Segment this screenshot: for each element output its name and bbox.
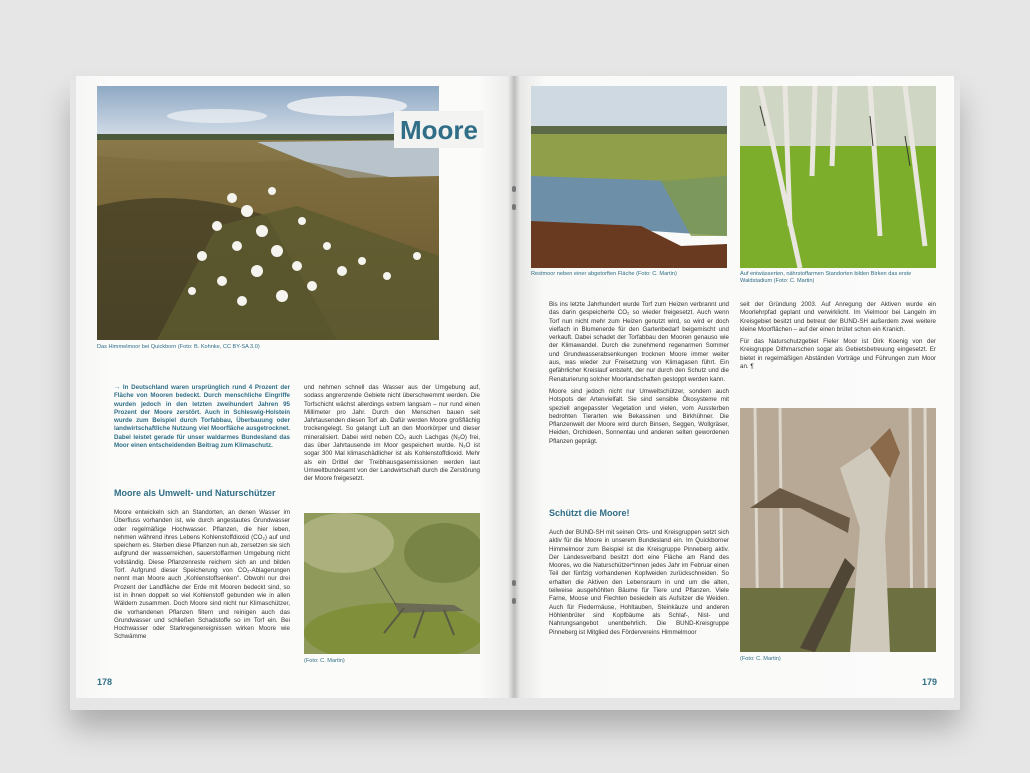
page-number-right: 179 <box>922 677 938 687</box>
lead-paragraph: → In Deutschland waren ursprünglich rund 4 Prozent der Fläche von Mooren bedeckt. Durch menschliche Eingriffe wurden jedoch in den letzten zweihundert Jahren 95 Prozent der Moore zerstört. Auch in Schleswig-Holstein wurde zum Beispiel durch Torfabbau, Überbauung oder landwirtschaftliche Nutzung viel Moorfläche ausgetrocknet. Dabei leistet gerade für unser waldarmes Bundesland das Moor einen entscheidenden Beitrag zum Klimaschutz. <box>114 384 290 450</box>
body-paragraph: Bis ins letzte Jahrhundert wurde Torf zum Heizen verbrannt und das darin gespeicherte CO₂ so wieder freigesetzt. Auch wenn Torf nun nicht mehr zum Heizen genutzt wird, so wird er doch vielfach in Blumenerde für den Gartenbedarf beigemischt und verkauft. Dabei schadet der Torfabbau den Mooren genauso wie der Klimawandel. Durch die zunehmend regenarmen Sommer und Grundwasserabsenkungen trocknen Moore immer weiter aus, was wieder zur Freisetzung von Klimagasen führt. Ein gefährlicher Kreislauf entsteht, der nur durch den Schutz und die Renaturierung solcher Moorlandschaften gestoppt werden kann. <box>549 301 729 383</box>
page-title-box <box>394 111 484 148</box>
binding-staple <box>512 186 516 192</box>
body-paragraph: Moore entwickeln sich an Standorten, an denen Wasser im Überfluss vorhanden ist, wie durch angestautes Grundwasser oder regelmäßige Hochwasser. Pflanzen, die hier leben, nehmen während ihres Lebens Kohlenstoffdioxid (CO₂) auf und speichern es. Sterben diese Pflanzen nun ab, zersetzen sie sich aufgrund der wasserreichen, sauerstoffarmen Umgebung nicht vollständig. Diese Pflanzenreste reichern sich an und bilden Torf. Aufgrund dieser Speicherung von CO₂-Ablagerungen nennt man Moore auch „Kohlenstoffsenken". Obwohl nur drei Prozent der Landfläche der Erde mit Mooren bedeckt sind, so ist in ihnen doppelt so viel Kohlenstoff gebunden wie in allen Wäldern zusammen. Doch Moore sind nicht nur Klimaschützer, die vorhandenen Pflanzen filtern und reinigen auch das Grundwasser und schließen Schadstoffe so im Torf ein. Bei Hochwasser oder Starkregenereignissen wirken Moore wie Schwämme <box>114 509 290 641</box>
caption-main-photo: Das Himmelmoor bei Quickborn (Foto: B. Kohnke, CC BY-SA 3.0) <box>97 344 260 350</box>
body-paragraph: Auch der BUND-SH mit seinen Orts- und Kreisgruppen setzt sich aktiv für die Moore in unserem Bundesland ein. Im Quickborner Himmelmoor zum Beispiel ist die Kreisgruppe Pinneberg aktiv. Der Landesverband besitzt dort eine Fläche am Rand des Moores, wo die Naturschützer*innen jedes Jahr im Februar einen Teil der fünfzig vorhandenen Kopfweiden zurückschneiden. So erhalten die Aktiven den Lebensraum in und um die alten, teilweise ausgehöhlten Bäume für Tiere und Pflanzen. Viele Farne, Moose und Flechten besiedeln als Aufsitzer die Weiden. Auch für Fledermäuse, Hohltauben, Steinkäuze und anderen Höhlenbrüter sind Kopfbäume als Schlaf-, Nist- und Nahrungsangebot unentbehrlich. Die BUND-Kreisgruppe Pinneberg ist Mitglied des Fördervereins Himmelmoor <box>549 529 729 636</box>
binding-staple <box>512 598 516 604</box>
section-heading-umwelt: Moore als Umwelt- und Naturschützer <box>114 488 276 498</box>
birch-forest-photo <box>740 86 936 268</box>
page-title: Moore <box>400 115 478 145</box>
caption-tree: (Foto: C. Martin) <box>740 656 781 662</box>
right-column-1 <box>549 301 729 450</box>
body-paragraph: Moore sind jedoch nicht nur Umweltschützer, sondern auch Hotspots der Artenvielfalt. Sie sind sensible Ökosysteme mit speziell angepasster Vegetation und vielen, vom Aussterben bedrohten Tierarten wie Bekassinen und Birkhühner. Die Pflanzenwelt der Moore wird durch Binsen, Seggen, Wollgräser, Heiden, Orchideen, Sonnentau und anderen selten gewordenen Pflanzen geprägt. <box>549 387 729 445</box>
binding-staple <box>512 580 516 586</box>
caption-pond: Restmoor neben einer abgetorften Fläche (Foto: C. Martin) <box>531 271 677 277</box>
left-column-1-body <box>114 509 290 646</box>
dead-tree-photo <box>740 408 936 652</box>
binding-staple <box>512 204 516 210</box>
section-heading-schuetzt: Schützt die Moore! <box>549 508 630 518</box>
page-number-left: 178 <box>97 677 113 687</box>
body-paragraph: und nehmen schnell das Wasser aus der Umgebung auf, sodass angrenzende Gebiete nicht überschwemmt werden. Die Torfschicht wächst allerdings extrem langsam – nur rund einen Millimeter pro Jahr. Durch den Menschen bauen seit Jahrtausenden diesen Torf ab. Dafür werden Moore großflächig trockengelegt. So gelangt Luft an den Moorkörper und dieser mineralisiert. Dabei wird neben CO₂ auch Lachgas (N₂O) frei, das über Jahrtausende im Moor gespeichert wurde. N₂O ist sogar 300 Mal klimaschädlicher ist als Kohlenstoffdioxid. Mehr als ein Drittel der Treibhausgasemissionen werden laut Umweltbundesamt von der Landwirtschaft durch die Zerstörung der Moore freigesetzt. <box>304 384 480 483</box>
cottongrass-photo <box>97 86 439 340</box>
body-paragraph: seit der Gründung 2003. Auf Anregung der Aktiven wurde ein Moorlehrpfad geplant und verwirklicht. Im Vielmoor bei Langeln im Kreisgebiet besitzt und betreut der BUND-SH außerdem zwei weitere kleine Moorflächen – auf der einen brütet schon ein Kranich. <box>740 301 936 333</box>
left-column-2 <box>304 384 480 488</box>
caption-birch: Auf entwässerten, nährstoffarmen Standorten bilden Birken das erste Waldstadium (Foto: C. Martin) <box>740 271 912 284</box>
caption-grasshopper: (Foto: C. Martin) <box>304 658 345 664</box>
right-column-2 <box>740 301 936 375</box>
book-spine <box>508 76 520 698</box>
right-page <box>514 76 954 698</box>
right-column-1-cont <box>549 529 729 641</box>
left-page <box>76 76 514 698</box>
grasshopper-photo <box>304 513 480 654</box>
left-column-1 <box>114 384 290 454</box>
pond-photo <box>531 86 727 268</box>
body-paragraph: Für das Naturschutzgebiet Fieler Moor ist Dirk Koenig von der Kreisgruppe Dithmarschen sogar als Gebietsbetreuung eingesetzt. Er bietet in regelmäßigen Abständen Vorträge und Führungen zum Moor an. ¶ <box>740 338 936 371</box>
